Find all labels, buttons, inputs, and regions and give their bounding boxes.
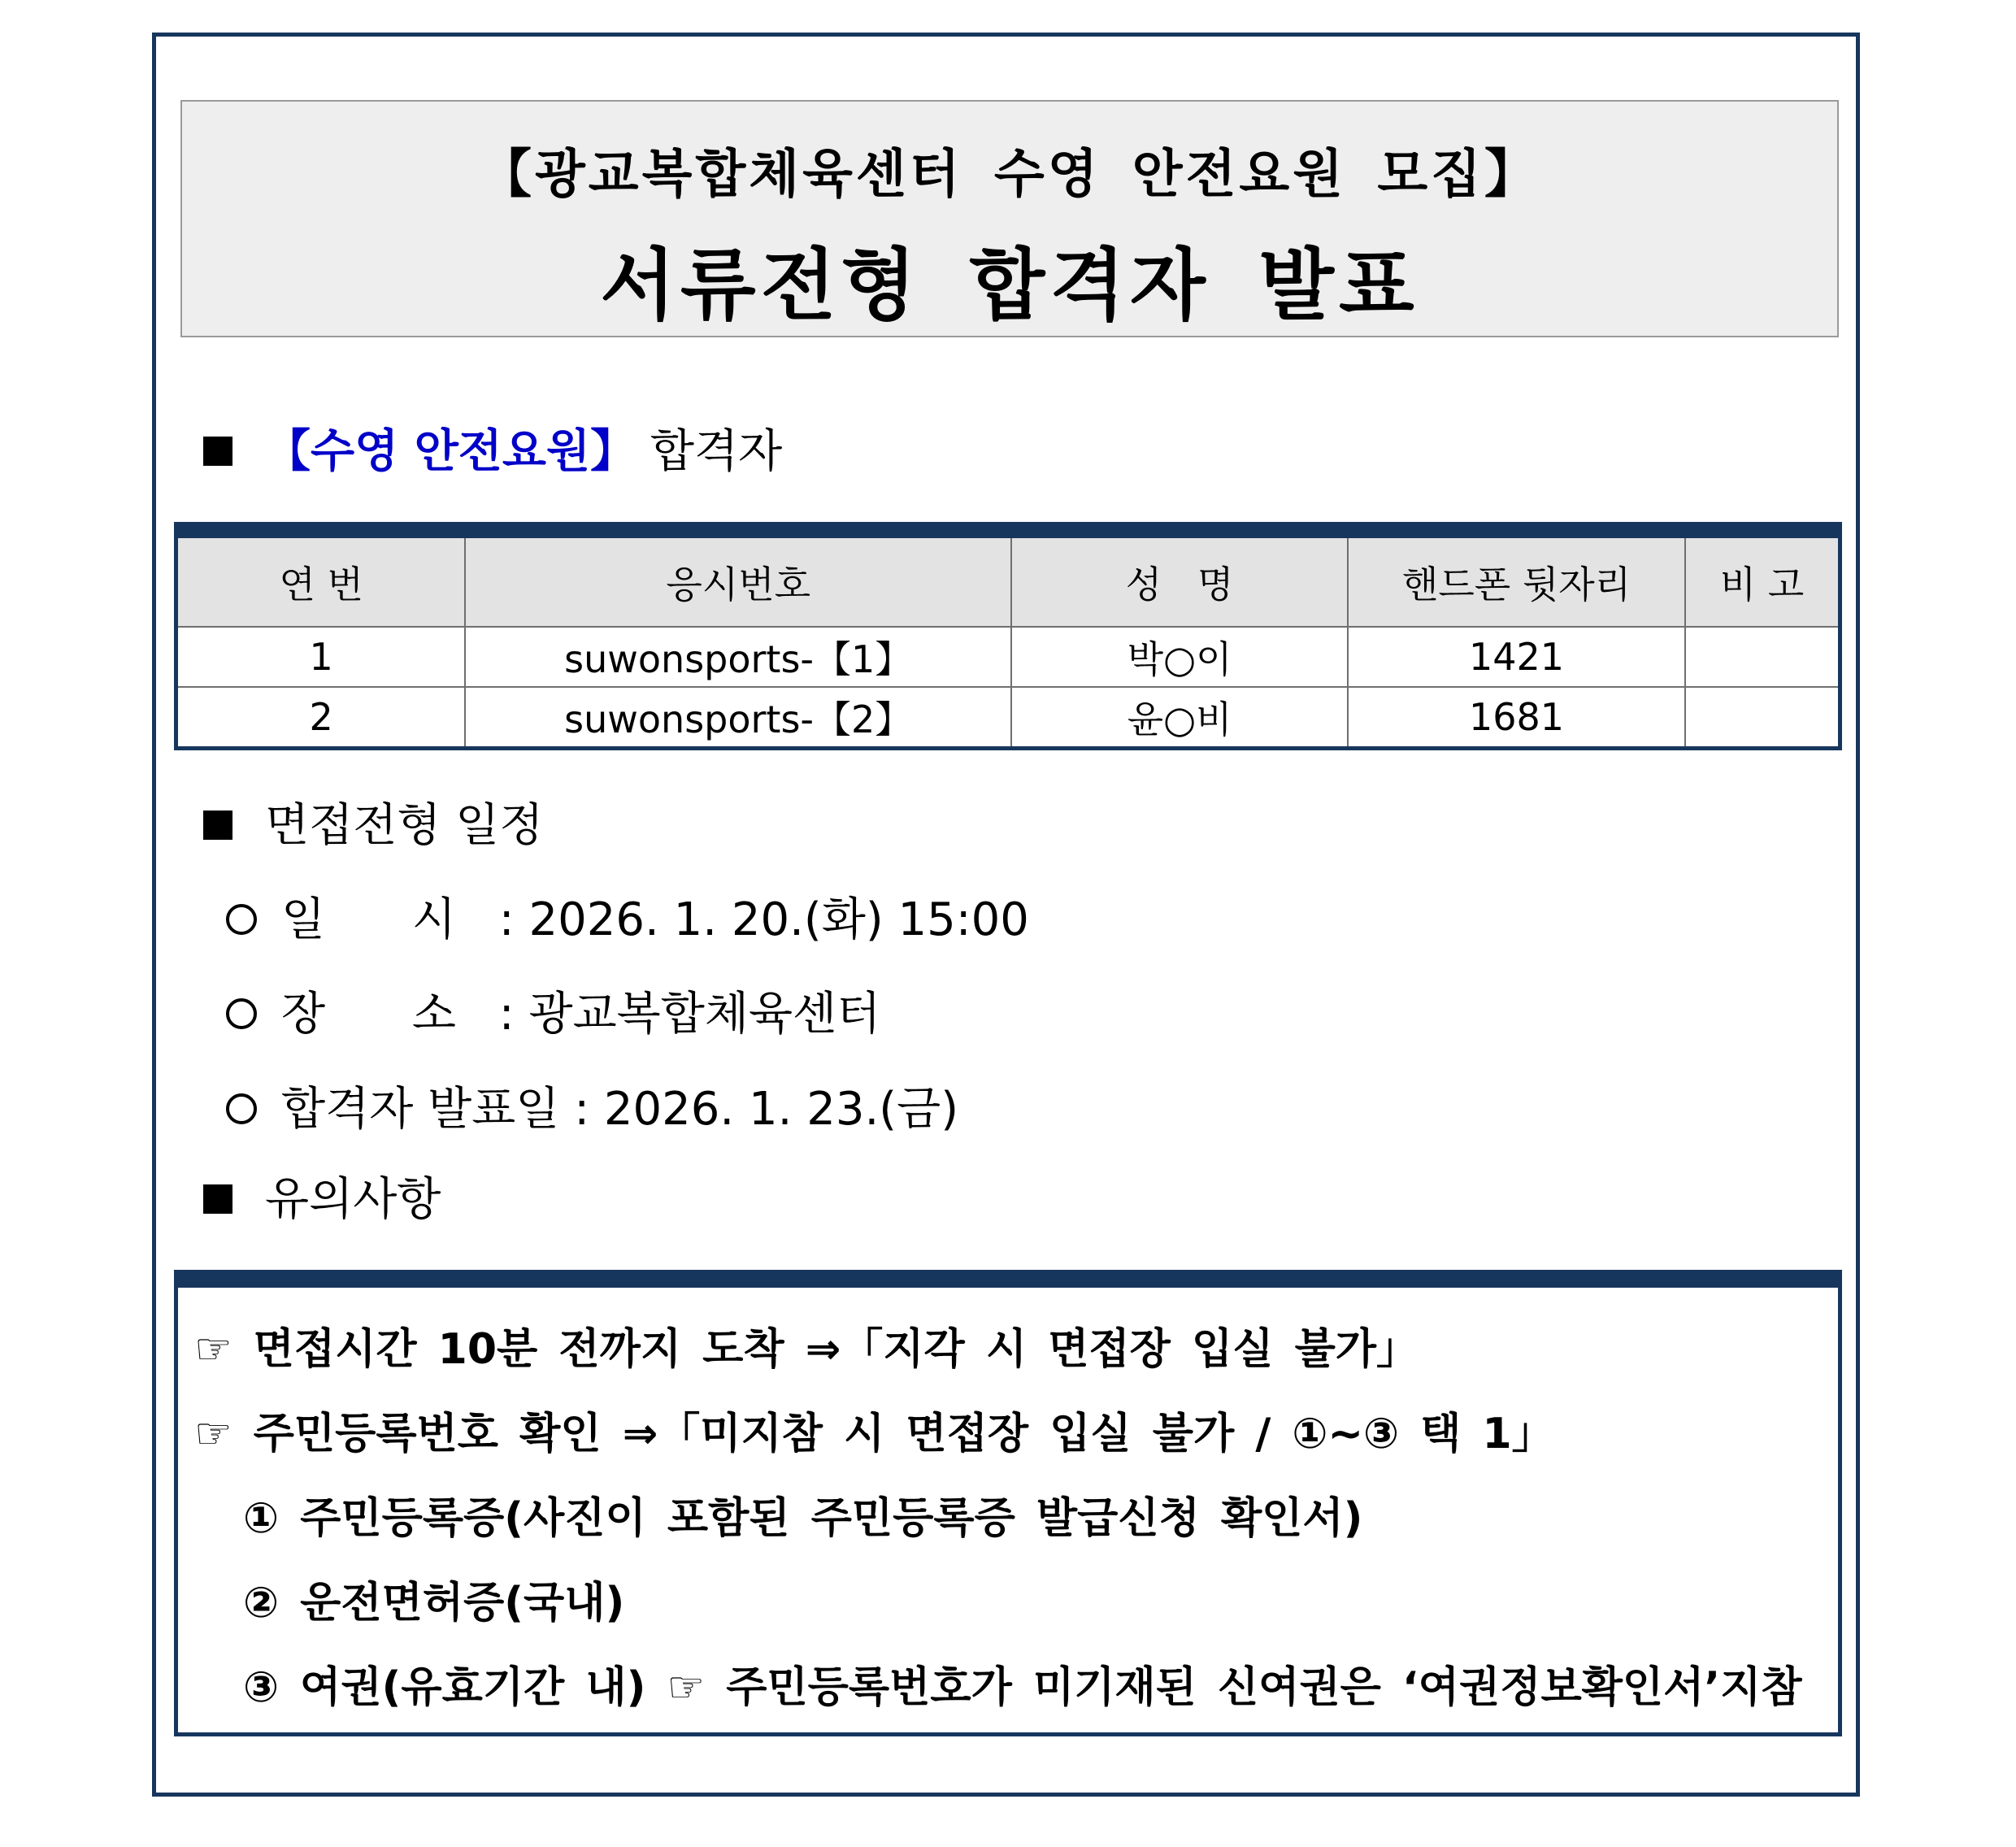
cell-serial: 1	[176, 627, 466, 687]
passers-section-heading	[203, 419, 782, 485]
table-row	[176, 687, 1840, 749]
header-remarks: 비 고	[1685, 530, 1840, 627]
schedule-section-heading	[203, 793, 543, 858]
passers-section-highlight: 【수영 안전요원】	[265, 425, 637, 478]
notes-box	[174, 1270, 1842, 1736]
pointing-hand-icon: ☞	[194, 1410, 232, 1458]
note-text: ② 운전면허증(국내)	[243, 1579, 625, 1628]
note-item	[194, 1402, 1554, 1467]
passers-table	[174, 522, 1842, 750]
note-sub-item	[243, 1486, 1362, 1551]
square-bullet-icon	[203, 1184, 232, 1214]
title-box	[180, 100, 1839, 337]
schedule-section-title: 면접전형 일정	[265, 799, 544, 852]
square-bullet-icon	[203, 437, 232, 466]
schedule-announce-value: : 2026. 1. 23.(금)	[559, 1083, 959, 1136]
header-serial: 연 번	[176, 530, 466, 627]
note-sub-item	[243, 1571, 624, 1636]
schedule-date-item	[226, 888, 1029, 953]
note-item	[194, 1317, 1419, 1382]
square-bullet-icon	[203, 811, 232, 840]
header-applicant-number: 응시번호	[465, 530, 1011, 627]
notes-section-heading	[203, 1167, 441, 1232]
schedule-date-value: : 2026. 1. 20.(화) 15:00	[484, 893, 1029, 946]
document-title-line2: 서류전형 합격자 발표	[600, 240, 1419, 331]
note-text: ① 주민등록증(사진이 포함된 주민등록증 발급신청 확인서)	[243, 1494, 1363, 1543]
schedule-announce-item	[226, 1077, 958, 1142]
notes-section-title: 유의사항	[265, 1173, 441, 1226]
table-row	[176, 627, 1840, 687]
table-header-row	[176, 530, 1840, 627]
cell-name: 박○이	[1011, 627, 1348, 687]
schedule-announce-label: 합격자 발표일	[281, 1083, 560, 1136]
cell-phone-last-digits: 1421	[1348, 627, 1685, 687]
circle-bullet-icon	[226, 904, 257, 935]
passers-section-title: 합격자	[636, 425, 783, 478]
cell-remarks	[1685, 627, 1840, 687]
cell-applicant-number: suwonsports-【2】	[465, 687, 1011, 749]
pointing-hand-icon: ☞	[194, 1325, 232, 1374]
schedule-date-label: 일 시	[281, 893, 456, 946]
note-sub-item	[243, 1655, 1802, 1720]
cell-applicant-number: suwonsports-【1】	[465, 627, 1011, 687]
schedule-place-label: 장 소	[281, 988, 456, 1041]
header-name: 성 명	[1011, 530, 1348, 627]
note-text: ③ 여권(유효기간 내) ☞ 주민등록번호가 미기재된 신여권은 ‘여권정보확인서’지참	[243, 1663, 1802, 1712]
cell-name: 윤○비	[1011, 687, 1348, 749]
note-text: 면접시간 10분 전까지 도착 ⇒「지각 시 면접장 입실 불가」	[253, 1325, 1419, 1374]
header-phone-last-digits: 핸드폰 뒷자리	[1348, 530, 1685, 627]
document-title-line1: 【광교복합체육센터 수영 안전요원 모집】	[479, 145, 1540, 205]
cell-remarks	[1685, 687, 1840, 749]
schedule-place-value: : 광교복합체육센터	[484, 988, 881, 1041]
schedule-place-item	[226, 982, 880, 1047]
cell-phone-last-digits: 1681	[1348, 687, 1685, 749]
note-text: 주민등록번호 확인 ⇒「미지참 시 면접장 입실 불가 / ①~③ 택 1」	[253, 1410, 1554, 1458]
cell-serial: 2	[176, 687, 466, 749]
circle-bullet-icon	[226, 998, 257, 1029]
circle-bullet-icon	[226, 1093, 257, 1124]
